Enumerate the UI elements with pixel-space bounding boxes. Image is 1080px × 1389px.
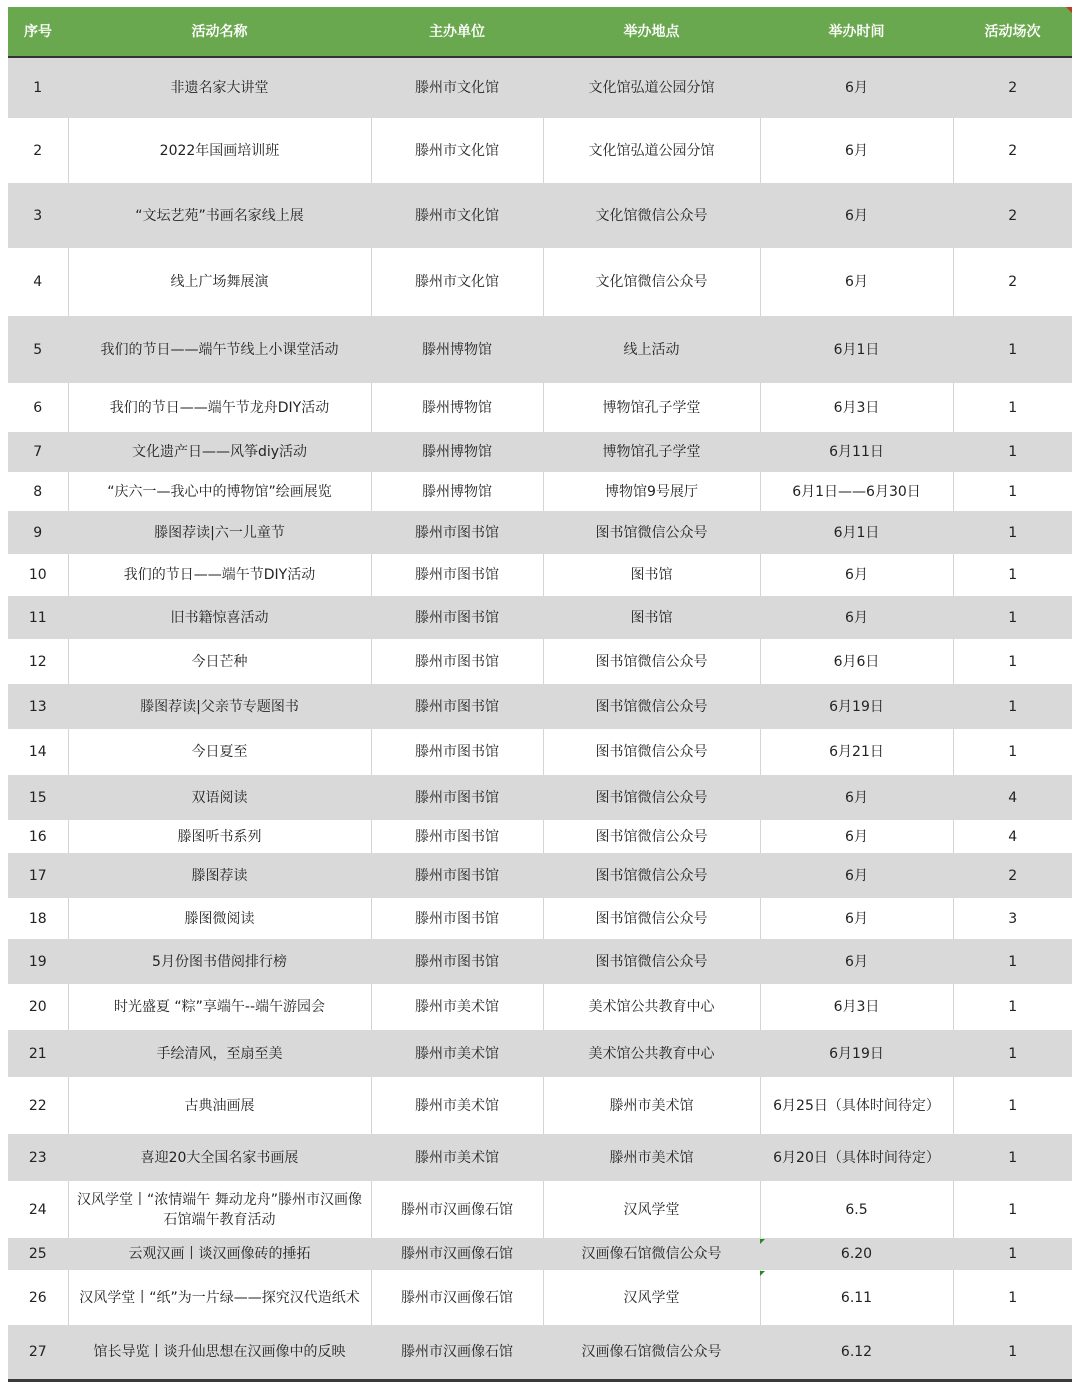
cell-sessions: 1 — [953, 1238, 1072, 1270]
cell-venue: 文化馆弘道公园分馆 — [543, 57, 760, 118]
table-row[interactable] — [8, 554, 1072, 596]
cell-organizer: 滕州市文化馆 — [371, 183, 543, 248]
cell-venue: 博物馆孔子学堂 — [543, 383, 760, 432]
cell-sessions: 1 — [953, 639, 1072, 684]
cell-activity-name: 我们的节日——端午节DIY活动 — [68, 554, 371, 596]
table-row[interactable] — [8, 1238, 1072, 1270]
cell-organizer: 滕州市汉画像石馆 — [371, 1181, 543, 1238]
table-row[interactable] — [8, 898, 1072, 939]
table-header-row — [8, 7, 1072, 57]
cell-organizer: 滕州市汉画像石馆 — [371, 1325, 543, 1380]
cell-no: 13 — [28, 698, 47, 715]
cell-venue: 汉画像石馆微信公众号 — [543, 1238, 760, 1270]
table-row[interactable] — [8, 1134, 1072, 1181]
cell-activity-name: “文坛艺苑”书画名家线上展 — [68, 183, 371, 248]
table-row[interactable] — [8, 316, 1072, 383]
cell-venue: 图书馆微信公众号 — [543, 729, 760, 775]
cell-comment-marker-icon — [760, 1239, 765, 1244]
cell-no: 4 — [33, 274, 43, 290]
table-row[interactable] — [8, 118, 1072, 183]
cell-no: 9 — [33, 524, 43, 541]
cell-sessions: 1 — [953, 1270, 1072, 1325]
cell-sessions: 2 — [953, 248, 1072, 316]
cell-organizer: 滕州市图书馆 — [371, 853, 543, 898]
cell-venue: 图书馆微信公众号 — [543, 939, 760, 984]
cell-sessions: 1 — [953, 472, 1072, 511]
cell-activity-name: 喜迎20大全国名家书画展 — [68, 1134, 371, 1181]
cell-time: 6月1日——6月30日 — [760, 472, 953, 511]
cell-organizer: 滕州市文化馆 — [371, 248, 543, 316]
cell-organizer: 滕州市汉画像石馆 — [371, 1238, 543, 1270]
cell-venue: 图书馆 — [543, 554, 760, 596]
cell-sessions: 1 — [953, 432, 1072, 472]
cell-time: 6月6日 — [760, 639, 953, 684]
cell-organizer: 滕州市图书馆 — [371, 939, 543, 984]
cell-activity-name: 文化遗产日——风筝diy活动 — [68, 432, 371, 472]
cell-activity-name: 我们的节日——端午节龙舟DIY活动 — [68, 383, 371, 432]
cell-organizer: 滕州市汉画像石馆 — [371, 1270, 543, 1325]
cell-time: 6月25日（具体时间待定） — [760, 1077, 953, 1134]
cell-no: 18 — [28, 910, 47, 927]
cell-sessions: 1 — [953, 554, 1072, 596]
cell-no: 23 — [28, 1149, 47, 1166]
cell-organizer: 滕州博物馆 — [371, 472, 543, 511]
cell-no: 7 — [33, 444, 43, 460]
cell-venue: 美术馆公共教育中心 — [543, 984, 760, 1030]
cell-time: 6月1日 — [760, 316, 953, 383]
cell-sessions: 1 — [953, 1325, 1072, 1380]
cell-venue: 美术馆公共教育中心 — [543, 1030, 760, 1077]
table-row[interactable] — [8, 432, 1072, 472]
cell-time: 6.12 — [760, 1325, 953, 1380]
cell-no: 12 — [28, 653, 47, 670]
cell-no: 10 — [28, 567, 47, 583]
cell-time: 6.11 — [760, 1270, 953, 1325]
cell-no: 17 — [28, 867, 47, 884]
cell-no: 27 — [8, 1325, 68, 1380]
cell-activity-name: 今日夏至 — [68, 729, 371, 775]
cell-no: 11 — [28, 609, 47, 626]
cell-time: 6月11日 — [760, 432, 953, 472]
table-row[interactable] — [8, 684, 1072, 729]
cell-venue: 文化馆弘道公园分馆 — [543, 118, 760, 183]
cell-time: 6月 — [760, 939, 953, 984]
table-row[interactable] — [8, 853, 1072, 898]
cell-sessions: 1 — [953, 939, 1072, 984]
cell-activity-name: 非遗名家大讲堂 — [68, 57, 371, 118]
header-sessions[interactable]: 活动场次 — [953, 7, 1072, 57]
cell-organizer: 滕州市图书馆 — [371, 820, 543, 853]
cell-activity-name: 汉风学堂丨“纸”为一片绿——探究汉代造纸术 — [68, 1270, 371, 1325]
cell-sessions: 1 — [953, 1134, 1072, 1181]
cell-no: 26 — [28, 1289, 47, 1306]
cell-organizer: 滕州市图书馆 — [371, 684, 543, 729]
header-time[interactable]: 举办时间 — [760, 7, 953, 57]
cell-sessions: 1 — [953, 729, 1072, 775]
cell-time: 6月19日 — [760, 1030, 953, 1077]
cell-time: 6月 — [760, 775, 953, 820]
table-row[interactable] — [8, 775, 1072, 820]
cell-comment-marker-icon — [1066, 7, 1072, 13]
cell-organizer: 滕州市美术馆 — [371, 984, 543, 1030]
cell-time: 6月3日 — [760, 984, 953, 1030]
cell-no: 25 — [28, 1246, 47, 1262]
cell-venue: 图书馆微信公众号 — [543, 820, 760, 853]
cell-venue: 线上活动 — [543, 316, 760, 383]
table-row[interactable] — [8, 57, 1072, 118]
cell-sessions: 1 — [953, 511, 1072, 554]
cell-organizer: 滕州市文化馆 — [371, 57, 543, 118]
cell-sessions: 3 — [953, 898, 1072, 939]
cell-time: 6月20日（具体时间待定） — [760, 1134, 953, 1181]
cell-no: 14 — [28, 744, 47, 760]
cell-sessions: 2 — [953, 183, 1072, 248]
cell-no: 1 — [33, 80, 43, 96]
cell-sessions: 1 — [953, 984, 1072, 1030]
cell-sessions: 2 — [953, 57, 1072, 118]
cell-sessions: 4 — [953, 820, 1072, 853]
cell-time: 6.5 — [760, 1181, 953, 1238]
cell-sessions: 1 — [953, 1077, 1072, 1134]
cell-organizer: 滕州博物馆 — [371, 316, 543, 383]
table-row[interactable] — [8, 820, 1072, 853]
cell-time: 6月 — [760, 596, 953, 639]
cell-venue: 汉风学堂 — [543, 1270, 760, 1325]
cell-activity-name: 滕图微阅读 — [68, 898, 371, 939]
cell-activity-name: 云观汉画丨谈汉画像砖的捶拓 — [68, 1238, 371, 1270]
table-row[interactable] — [8, 596, 1072, 639]
cell-venue: 图书馆微信公众号 — [543, 639, 760, 684]
header-activity-name[interactable]: 活动名称 — [68, 7, 371, 57]
cell-organizer: 滕州博物馆 — [371, 383, 543, 432]
cell-time: 6月21日 — [760, 729, 953, 775]
cell-sessions: 1 — [953, 383, 1072, 432]
cell-organizer: 滕州市美术馆 — [371, 1134, 543, 1181]
header-venue[interactable]: 举办地点 — [543, 7, 760, 57]
cell-no: 15 — [28, 789, 47, 806]
cell-organizer: 滕州市文化馆 — [371, 118, 543, 183]
table-row[interactable] — [8, 939, 1072, 984]
cell-venue: 图书馆 — [543, 596, 760, 639]
cell-no: 21 — [28, 1045, 47, 1062]
cell-venue: 汉风学堂 — [543, 1181, 760, 1238]
cell-no: 16 — [28, 828, 47, 845]
table-row[interactable] — [8, 472, 1072, 511]
cell-activity-name: 5月份图书借阅排行榜 — [68, 939, 371, 984]
header-organizer[interactable]: 主办单位 — [371, 7, 543, 57]
cell-time: 6月 — [760, 898, 953, 939]
table-body — [8, 57, 1072, 1380]
cell-sessions: 1 — [953, 1181, 1072, 1238]
cell-organizer: 滕州市美术馆 — [371, 1030, 543, 1077]
cell-no: 22 — [28, 1097, 47, 1114]
cell-time: 6月 — [760, 554, 953, 596]
cell-activity-name: 2022年国画培训班 — [68, 118, 371, 183]
table-row[interactable] — [8, 183, 1072, 248]
cell-time: 6月 — [760, 118, 953, 183]
cell-time: 6月 — [760, 820, 953, 853]
table-row[interactable] — [8, 1030, 1072, 1077]
table-row[interactable] — [8, 729, 1072, 775]
table-row[interactable] — [8, 984, 1072, 1030]
cell-sessions: 1 — [953, 596, 1072, 639]
cell-activity-name: 手绘清风，至扇至美 — [68, 1030, 371, 1077]
cell-activity-name: 古典油画展 — [68, 1077, 371, 1134]
cell-activity-name: 滕图荐读 — [68, 853, 371, 898]
cell-venue: 图书馆微信公众号 — [543, 684, 760, 729]
cell-venue: 滕州市美术馆 — [543, 1134, 760, 1181]
cell-activity-name: 馆长导览丨谈升仙思想在汉画像中的反映 — [68, 1325, 371, 1380]
cell-sessions: 1 — [953, 316, 1072, 383]
table-row[interactable] — [8, 1270, 1072, 1325]
table-row[interactable] — [8, 1077, 1072, 1134]
cell-time: 6月 — [760, 57, 953, 118]
table-row[interactable] — [8, 639, 1072, 684]
cell-time: 6月 — [760, 248, 953, 316]
cell-venue: 图书馆微信公众号 — [543, 853, 760, 898]
cell-activity-name: 滕图荐读|父亲节专题图书 — [68, 684, 371, 729]
cell-sessions: 1 — [953, 1030, 1072, 1077]
table-row[interactable] — [8, 511, 1072, 554]
cell-activity-name: 汉风学堂丨“浓情端午 舞动龙舟”滕州市汉画像石馆端午教育活动 — [68, 1181, 371, 1238]
cell-activity-name: 线上广场舞展演 — [68, 248, 371, 316]
cell-activity-name: 旧书籍惊喜活动 — [68, 596, 371, 639]
header-no[interactable]: 序号 — [8, 7, 68, 57]
cell-no: 19 — [28, 953, 47, 970]
activity-table — [8, 7, 1072, 1382]
cell-comment-marker-icon — [760, 1271, 765, 1276]
cell-activity-name: 时光盛夏 “粽”享端午--端午游园会 — [68, 984, 371, 1030]
cell-venue: 博物馆9号展厅 — [543, 472, 760, 511]
cell-time: 6月1日 — [760, 511, 953, 554]
cell-sessions: 1 — [953, 684, 1072, 729]
table-row[interactable] — [8, 248, 1072, 316]
cell-organizer: 滕州市图书馆 — [371, 639, 543, 684]
cell-organizer: 滕州市图书馆 — [371, 596, 543, 639]
cell-no: 20 — [28, 999, 47, 1015]
cell-organizer: 滕州市美术馆 — [371, 1077, 543, 1134]
cell-time: 6月19日 — [760, 684, 953, 729]
cell-venue: 图书馆微信公众号 — [543, 775, 760, 820]
table-row[interactable] — [8, 1181, 1072, 1238]
table-row[interactable] — [8, 383, 1072, 432]
cell-time: 6月3日 — [760, 383, 953, 432]
cell-no: 2 — [33, 142, 43, 159]
table-row[interactable] — [8, 1325, 1072, 1380]
cell-time: 6月 — [760, 183, 953, 248]
cell-venue: 滕州市美术馆 — [543, 1077, 760, 1134]
cell-sessions: 2 — [953, 118, 1072, 183]
cell-time: 6月 — [760, 853, 953, 898]
cell-venue: 图书馆微信公众号 — [543, 898, 760, 939]
cell-organizer: 滕州市图书馆 — [371, 511, 543, 554]
cell-no: 5 — [33, 341, 43, 358]
cell-no: 8 — [33, 483, 43, 500]
cell-organizer: 滕州市图书馆 — [371, 898, 543, 939]
cell-venue: 博物馆孔子学堂 — [543, 432, 760, 472]
cell-venue: 文化馆微信公众号 — [543, 248, 760, 316]
cell-organizer: 滕州博物馆 — [371, 432, 543, 472]
cell-venue: 图书馆微信公众号 — [543, 511, 760, 554]
cell-no: 24 — [28, 1201, 47, 1218]
cell-sessions: 2 — [953, 853, 1072, 898]
cell-activity-name: 今日芒种 — [68, 639, 371, 684]
cell-no: 3 — [33, 207, 43, 224]
cell-sessions: 4 — [953, 775, 1072, 820]
cell-venue: 文化馆微信公众号 — [543, 183, 760, 248]
cell-organizer: 滕州市图书馆 — [371, 729, 543, 775]
cell-activity-name: 我们的节日——端午节线上小课堂活动 — [68, 316, 371, 383]
cell-activity-name: 滕图荐读|六一儿童节 — [68, 511, 371, 554]
cell-no: 6 — [33, 399, 43, 416]
cell-organizer: 滕州市图书馆 — [371, 775, 543, 820]
cell-activity-name: 滕图听书系列 — [68, 820, 371, 853]
cell-time: 6.20 — [760, 1238, 953, 1270]
cell-activity-name: 双语阅读 — [68, 775, 371, 820]
cell-venue: 汉画像石馆微信公众号 — [543, 1325, 760, 1380]
cell-organizer: 滕州市图书馆 — [371, 554, 543, 596]
cell-activity-name: “庆六一—我心中的博物馆”绘画展览 — [68, 472, 371, 511]
